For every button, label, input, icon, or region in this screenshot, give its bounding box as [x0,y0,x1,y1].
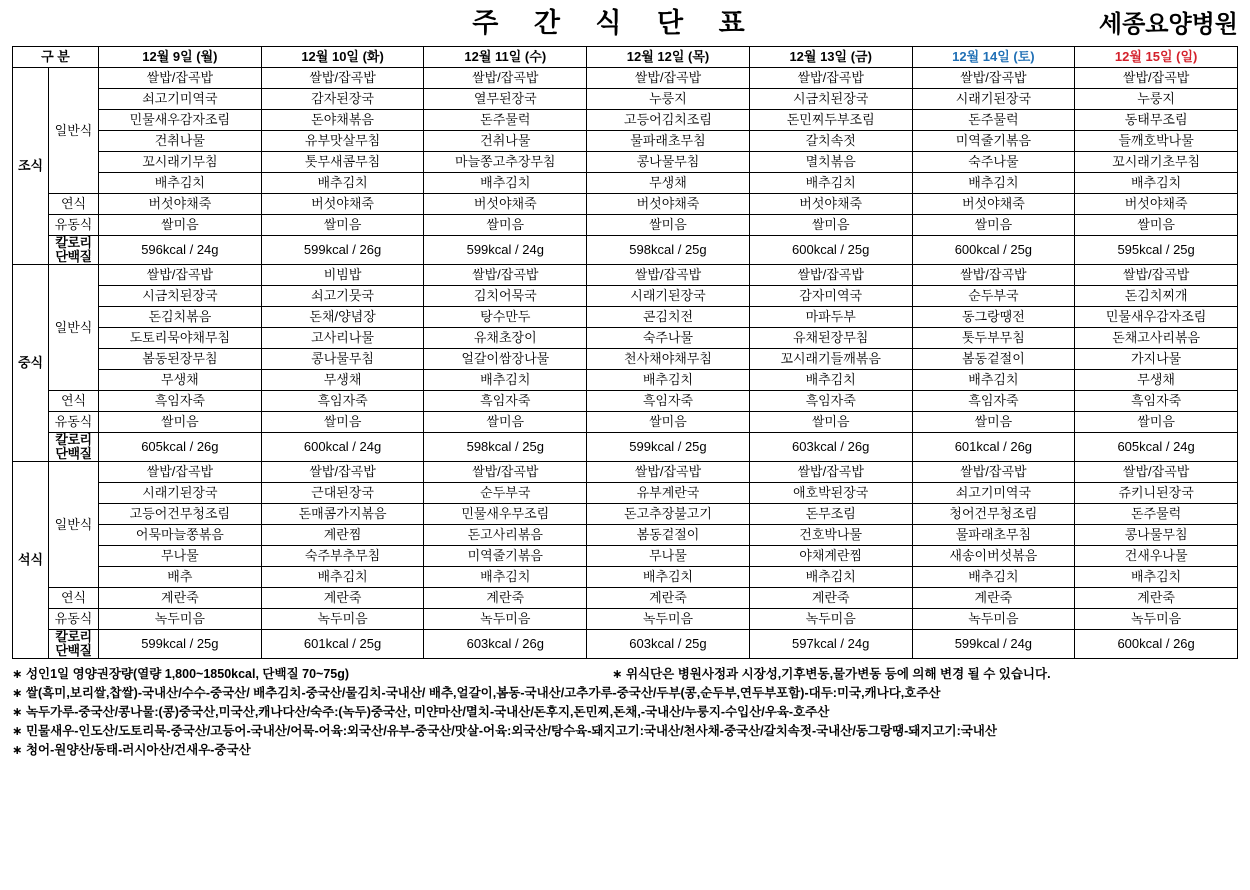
menu-cell: 배추김치 [912,173,1075,194]
table-row-kcal [13,236,1238,265]
menu-cell: 감자된장국 [261,89,424,110]
footnote-origin-rice: ∗ 쌀(흑미,보리쌀,찹쌀)-국내산/수수-중국산/ 배추김치-중국산/물김치-국내산/ 배추,얼갈이,봄동-국내산/고추가루-중국산/두부(콩,순두부,연두부포함)-대두:미국,캐나다,호주산 [12,686,941,700]
menu-cell: 배추김치 [749,173,912,194]
menu-cell: 계란죽 [912,588,1075,609]
menu-cell: 유채된장무침 [749,328,912,349]
header-row [13,47,1238,68]
menu-cell: 건호박나물 [749,525,912,546]
menu-cell: 계란죽 [99,588,262,609]
menu-cell: 쌀밥/잡곡밥 [261,68,424,89]
menu-cell: 녹두미음 [1075,609,1238,630]
footnote-origin-beans: ∗ 녹두가루-중국산/콩나물:(콩)중국산,미국산,캐나다산/숙주:(녹두)중국산, 미얀마산/멸치-국내산/돈후지,돈민찌,돈채,-국내산/누룽지-수입산/우육-호주산 [12,705,830,719]
menu-cell: 쌀미음 [1075,215,1238,236]
menu-cell: 건취나물 [99,131,262,152]
menu-cell: 흑임자죽 [587,391,750,412]
table-row [13,546,1238,567]
table-row [13,483,1238,504]
menu-cell: 쌀밥/잡곡밥 [1075,265,1238,286]
menu-cell: 배추김치 [912,370,1075,391]
menu-cell: 쌀밥/잡곡밥 [1075,68,1238,89]
footnote-origin-seafood: ∗ 민물새우-인도산/도토리묵-중국산/고등어-국내산/어묵-어육:외국산/유부-중국산/맛살-어육:외국산/탕수육-돼지고기:국내산/천사채-중국산/갈치속젓-국내산/동그랑땡-돼지고기:국내산 [12,724,997,738]
menu-cell: 쇠고기미역국 [99,89,262,110]
menu-cell: 배추김치 [1075,173,1238,194]
table-row [13,194,1238,215]
menu-cell: 꼬시래기들깨볶음 [749,349,912,370]
menu-cell: 가지나물 [1075,349,1238,370]
menu-cell-highlight: 돈채/양념장 [261,307,424,328]
menu-cell: 애호박된장국 [749,483,912,504]
table-row-kcal [13,433,1238,462]
menu-cell-highlight: 돈주물럭 [1075,504,1238,525]
menu-cell: 무생채 [261,370,424,391]
kcal-cell: 601kcal / 25g [261,630,424,659]
kcal-cell: 596kcal / 24g [99,236,262,265]
table-row [13,173,1238,194]
footnotes [12,665,1238,760]
menu-cell: 버섯야채죽 [1075,194,1238,215]
menu-cell: 미역줄기볶음 [424,546,587,567]
menu-cell: 새송이버섯볶음 [912,546,1075,567]
menu-cell: 멸치볶음 [749,152,912,173]
menu-cell: 쌀밥/잡곡밥 [424,462,587,483]
menu-cell: 꼬시래기무침 [99,152,262,173]
menu-cell-highlight: 돈야채볶음 [261,110,424,131]
menu-cell: 유부계란국 [587,483,750,504]
menu-cell-highlight: 민물새우무조림 [424,504,587,525]
kcal-cell: 597kcal / 24g [749,630,912,659]
menu-cell: 계란죽 [424,588,587,609]
menu-cell: 버섯야채죽 [261,194,424,215]
menu-cell: 쌀밥/잡곡밥 [749,462,912,483]
menu-cell: 흑임자죽 [749,391,912,412]
table-row [13,68,1238,89]
menu-cell-highlight: 돈무조림 [749,504,912,525]
kcal-cell: 599kcal / 24g [424,236,587,265]
menu-cell: 콩나물무침 [587,152,750,173]
menu-cell: 배추김치 [99,173,262,194]
menu-cell: 쌀미음 [1075,412,1238,433]
menu-cell: 미역줄기볶음 [912,131,1075,152]
kcal-cell: 599kcal / 26g [261,236,424,265]
menu-cell: 시래기된장국 [99,483,262,504]
menu-cell: 시금치된장국 [99,286,262,307]
kcal-cell: 603kcal / 25g [587,630,750,659]
table-row [13,131,1238,152]
menu-cell: 유부맛살무침 [261,131,424,152]
day-header-3: 12월 12일 (목) [587,47,750,68]
menu-cell: 톳두부무침 [912,328,1075,349]
menu-cell: 쌀미음 [424,412,587,433]
kcal-cell: 599kcal / 25g [99,630,262,659]
menu-cell: 무생채 [1075,370,1238,391]
menu-cell: 계란죽 [587,588,750,609]
menu-cell: 쌀미음 [587,215,750,236]
menu-cell: 쌀미음 [261,412,424,433]
menu-cell: 비빔밥 [261,265,424,286]
menu-cell: 얼갈이쌈장나물 [424,349,587,370]
kcal-protein-label-lunch: 칼로리 단백질 [49,433,99,462]
menu-cell: 쌀밥/잡곡밥 [587,462,750,483]
menu-cell-highlight: 탕수만두 [424,307,587,328]
hospital-name: 세종요양병원 [1098,11,1238,38]
table-row [13,349,1238,370]
menu-cell-highlight: 고등어건무청조림 [99,504,262,525]
menu-cell: 물파래초무침 [912,525,1075,546]
menu-cell: 쌀밥/잡곡밥 [99,68,262,89]
table-row [13,286,1238,307]
menu-cell: 순두부국 [912,286,1075,307]
menu-cell: 톳무새콤무침 [261,152,424,173]
menu-cell: 배추김치 [424,173,587,194]
menu-cell: 들깨호박나물 [1075,131,1238,152]
menu-cell: 쇠고기뭇국 [261,286,424,307]
kind-label-liquid-lunch: 유동식 [49,412,99,433]
table-row [13,412,1238,433]
menu-cell: 계란찜 [261,525,424,546]
menu-cell: 쌀밥/잡곡밥 [912,462,1075,483]
footnote-recommended-intake: ∗ 성인1일 영양권장량(열량 1,800~1850kcal, 단백질 70~75g) [12,667,350,681]
table-row [13,370,1238,391]
menu-cell: 계란죽 [749,588,912,609]
menu-cell: 무생채 [587,173,750,194]
menu-cell: 쌀미음 [99,412,262,433]
menu-cell: 녹두미음 [261,609,424,630]
day-header-5: 12월 14일 (토) [912,47,1075,68]
table-row [13,89,1238,110]
menu-cell: 건새우나물 [1075,546,1238,567]
menu-cell: 버섯야채죽 [424,194,587,215]
kcal-cell: 598kcal / 25g [424,433,587,462]
menu-cell-highlight: 돈김치볶음 [99,307,262,328]
menu-cell: 쌀밥/잡곡밥 [424,265,587,286]
table-body [13,68,1238,659]
menu-cell-highlight: 고등어김치조림 [587,110,750,131]
weekly-menu-table [12,46,1238,659]
kcal-protein-label-dinner: 칼로리 단백질 [49,630,99,659]
menu-cell-highlight: 민물새우감자조림 [99,110,262,131]
table-head [13,47,1238,68]
table-row [13,215,1238,236]
meal-label-breakfast: 조식 [13,68,49,265]
menu-cell: 시래기된장국 [587,286,750,307]
menu-cell: 순두부국 [424,483,587,504]
menu-cell: 계란죽 [261,588,424,609]
menu-cell: 김치어묵국 [424,286,587,307]
menu-cell: 배추김치 [424,370,587,391]
menu-cell: 무생채 [99,370,262,391]
menu-cell: 배추김치 [261,567,424,588]
kcal-cell: 600kcal / 25g [749,236,912,265]
kcal-cell: 603kcal / 26g [749,433,912,462]
table-row-kcal [13,630,1238,659]
kcal-cell: 599kcal / 25g [587,433,750,462]
menu-cell: 쌀밥/잡곡밥 [261,462,424,483]
menu-cell: 흑임자죽 [261,391,424,412]
menu-cell: 흑임자죽 [99,391,262,412]
kcal-cell: 599kcal / 24g [912,630,1075,659]
menu-cell: 돈고사리볶음 [424,525,587,546]
menu-cell: 쌀밥/잡곡밥 [99,265,262,286]
footnote-origin-fish: ∗ 청어-원양산/동태-러시아산/건새우-중국산 [12,743,251,757]
table-row [13,525,1238,546]
table-row [13,504,1238,525]
menu-cell: 배추 [99,567,262,588]
menu-cell: 건취나물 [424,131,587,152]
table-row [13,307,1238,328]
menu-cell: 버섯야채죽 [749,194,912,215]
menu-cell: 녹두미음 [749,609,912,630]
menu-cell-highlight: 돈주물럭 [912,110,1075,131]
menu-cell: 쌀미음 [912,412,1075,433]
menu-cell: 고사리나물 [261,328,424,349]
menu-cell: 흑임자죽 [424,391,587,412]
menu-cell: 유채초장이 [424,328,587,349]
menu-cell: 무나물 [99,546,262,567]
kind-label-soft-breakfast: 연식 [49,194,99,215]
kind-label-liquid-breakfast: 유동식 [49,215,99,236]
menu-cell: 봄동겉절이 [587,525,750,546]
menu-cell: 계란죽 [1075,588,1238,609]
menu-cell: 배추김치 [912,567,1075,588]
menu-cell: 녹두미음 [99,609,262,630]
day-header-6: 12월 15일 (일) [1075,47,1238,68]
table-row [13,609,1238,630]
kcal-cell: 600kcal / 26g [1075,630,1238,659]
menu-cell: 쌀미음 [587,412,750,433]
menu-cell: 쌀미음 [424,215,587,236]
menu-cell: 쌀미음 [749,215,912,236]
day-header-0: 12월 9일 (월) [99,47,262,68]
menu-cell-highlight: 돈주물럭 [424,110,587,131]
kcal-cell: 600kcal / 24g [261,433,424,462]
menu-cell-highlight: 동태무조림 [1075,110,1238,131]
menu-cell: 쥬키니된장국 [1075,483,1238,504]
kcal-cell: 598kcal / 25g [587,236,750,265]
menu-cell: 돈김치찌개 [1075,286,1238,307]
menu-cell-highlight: 돈고추장불고기 [587,504,750,525]
menu-cell: 시래기된장국 [912,89,1075,110]
menu-cell-highlight: 돈매콤가지볶음 [261,504,424,525]
day-header-2: 12월 11일 (수) [424,47,587,68]
menu-cell: 쌀밥/잡곡밥 [587,265,750,286]
menu-cell: 쌀밥/잡곡밥 [749,265,912,286]
menu-cell: 무나물 [587,546,750,567]
menu-cell: 쌀밥/잡곡밥 [912,68,1075,89]
menu-cell: 어묵마늘쫑볶음 [99,525,262,546]
kcal-cell: 600kcal / 25g [912,236,1075,265]
day-header-1: 12월 10일 (화) [261,47,424,68]
table-row [13,265,1238,286]
menu-cell: 쌀밥/잡곡밥 [1075,462,1238,483]
kcal-cell: 601kcal / 26g [912,433,1075,462]
menu-cell: 돈채고사리볶음 [1075,328,1238,349]
menu-cell-highlight: 콘김치전 [587,307,750,328]
menu-cell: 쇠고기미역국 [912,483,1075,504]
menu-cell: 누룽지 [1075,89,1238,110]
menu-cell: 배추김치 [261,173,424,194]
menu-cell: 천사채야채무침 [587,349,750,370]
table-row [13,110,1238,131]
kind-label-liquid-dinner: 유동식 [49,609,99,630]
table-row [13,328,1238,349]
menu-cell: 쌀밥/잡곡밥 [912,265,1075,286]
menu-cell: 녹두미음 [424,609,587,630]
menu-cell: 콩나물무침 [261,349,424,370]
day-header-4: 12월 13일 (금) [749,47,912,68]
menu-cell: 숙주나물 [587,328,750,349]
kcal-cell: 595kcal / 25g [1075,236,1238,265]
menu-cell: 버섯야채죽 [587,194,750,215]
menu-cell-highlight: 마파두부 [749,307,912,328]
menu-cell: 감자미역국 [749,286,912,307]
menu-cell: 배추김치 [587,567,750,588]
menu-cell: 근대된장국 [261,483,424,504]
menu-cell: 녹두미음 [587,609,750,630]
footnote-menu-change-notice: ∗ 위식단은 병원사정과 시장성,기후변동,물가변동 등에 의해 변경 될 수 있습니다. [612,667,1051,681]
menu-cell: 시금치된장국 [749,89,912,110]
kind-label-general-breakfast: 일반식 [49,68,99,194]
menu-cell-highlight: 청어건무청조림 [912,504,1075,525]
kcal-cell: 605kcal / 24g [1075,433,1238,462]
menu-cell: 배추김치 [424,567,587,588]
menu-cell: 꼬시래기초무침 [1075,152,1238,173]
menu-cell: 배추김치 [749,567,912,588]
menu-cell: 숙주부추무침 [261,546,424,567]
kind-label-general-lunch: 일반식 [49,265,99,391]
table-row [13,462,1238,483]
menu-cell: 배추김치 [1075,567,1238,588]
page-title: 주 간 식 단 표 [472,8,759,38]
menu-cell: 봄동겉절이 [912,349,1075,370]
menu-cell: 버섯야채죽 [912,194,1075,215]
menu-cell: 흑임자죽 [1075,391,1238,412]
menu-cell: 숙주나물 [912,152,1075,173]
menu-cell: 봄동된장무침 [99,349,262,370]
table-row [13,152,1238,173]
kcal-cell: 603kcal / 26g [424,630,587,659]
menu-cell: 쌀미음 [912,215,1075,236]
menu-cell: 쌀밥/잡곡밥 [749,68,912,89]
kind-label-soft-lunch: 연식 [49,391,99,412]
menu-cell: 열무된장국 [424,89,587,110]
corner-label: 구 분 [13,47,99,68]
menu-cell-highlight: 동그랑땡전 [912,307,1075,328]
menu-cell: 도토리묵야채무침 [99,328,262,349]
menu-cell: 쌀미음 [99,215,262,236]
menu-cell: 마늘쫑고추장무침 [424,152,587,173]
menu-cell: 콩나물무침 [1075,525,1238,546]
table-row [13,567,1238,588]
table-row [13,588,1238,609]
meal-label-lunch: 중식 [13,265,49,462]
kind-label-soft-dinner: 연식 [49,588,99,609]
kind-label-general-dinner: 일반식 [49,462,99,588]
menu-cell: 배추김치 [587,370,750,391]
menu-cell: 누룽지 [587,89,750,110]
menu-cell: 쌀밥/잡곡밥 [587,68,750,89]
page-header [0,0,1250,46]
menu-cell: 쌀밥/잡곡밥 [424,68,587,89]
menu-cell: 쌀미음 [261,215,424,236]
menu-cell: 녹두미음 [912,609,1075,630]
menu-cell: 물파래초무침 [587,131,750,152]
footnote-row-1 [12,665,1238,684]
table-row [13,391,1238,412]
menu-cell: 야채계란찜 [749,546,912,567]
menu-cell: 흑임자죽 [912,391,1075,412]
menu-cell: 배추김치 [749,370,912,391]
menu-cell-highlight: 민물새우감자조림 [1075,307,1238,328]
meal-label-dinner: 석식 [13,462,49,659]
kcal-cell: 605kcal / 26g [99,433,262,462]
menu-cell: 쌀밥/잡곡밥 [99,462,262,483]
menu-cell-highlight: 돈민찌두부조림 [749,110,912,131]
menu-cell: 갈치속젓 [749,131,912,152]
menu-cell: 버섯야채죽 [99,194,262,215]
menu-cell: 쌀미음 [749,412,912,433]
kcal-protein-label-breakfast: 칼로리 단백질 [49,236,99,265]
